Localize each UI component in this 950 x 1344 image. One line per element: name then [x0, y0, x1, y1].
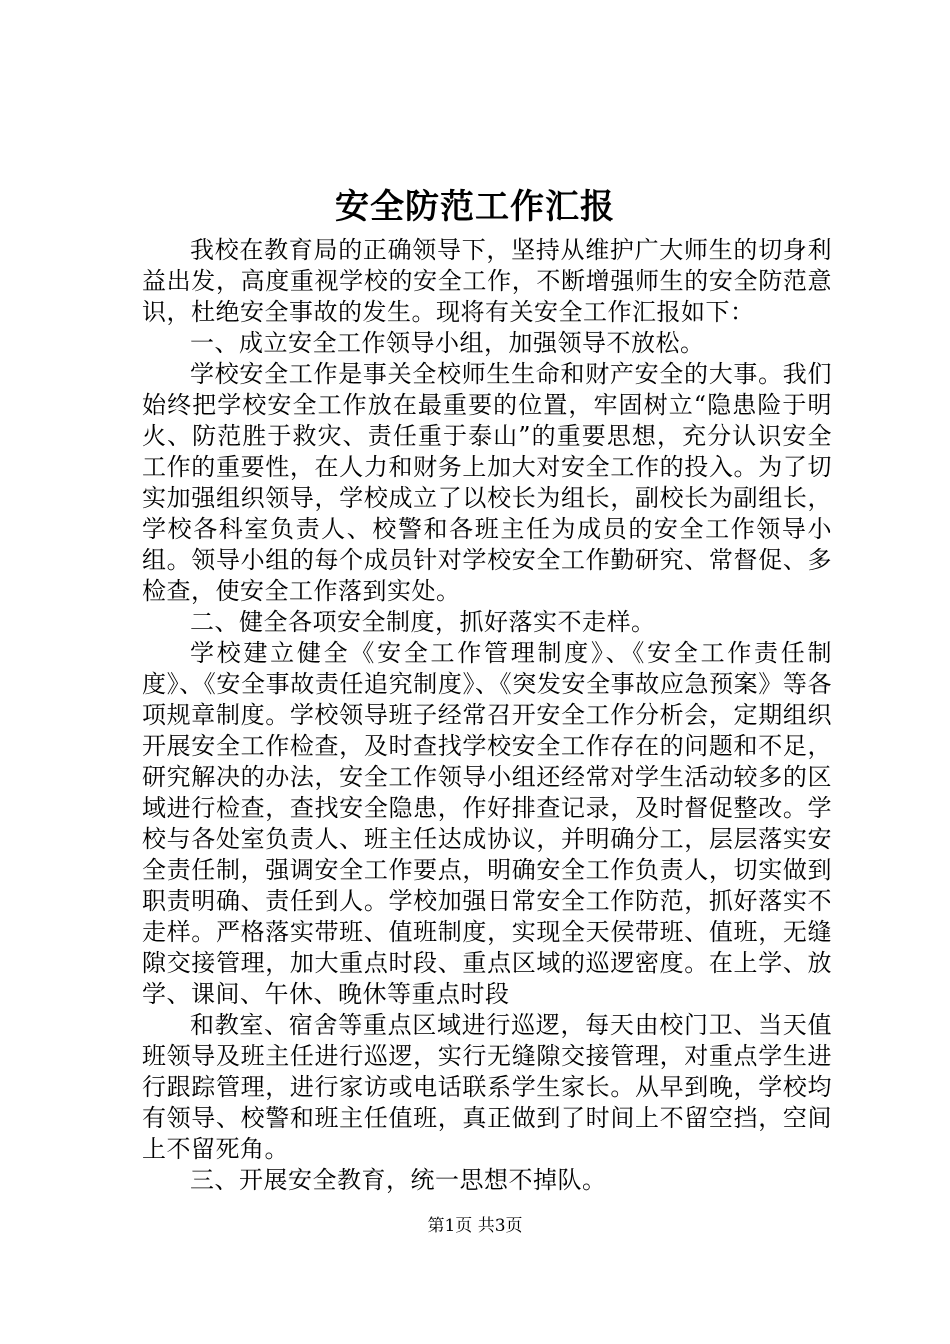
paragraph-section-1: 学校安全工作是事关全校师生生命和财产安全的大事。我们始终把学校安全工作放在最重要的位置，牢固树立“隐患险于明火、防范胜于救灾、责任重于泰山”的重要思想，充分认识安全工作的重要性，在人力和财务上加大对安全工作的投入。为了切实加强组织领导，学校成立了以校长为组长，副校长为副组长，学校各科室负责人、校警和各班主任为成员的安全工作领导小组。领导小组的每个成员针对学校安全工作勤研究、常督促、多检查，使安全工作落到实处。: [142, 360, 832, 605]
document-body: [142, 235, 832, 1196]
paragraph-section-2-continued: 和教室、宿舍等重点区域进行巡逻，每天由校门卫、当天值班领导及班主任进行巡逻，实行无缝隙交接管理，对重点学生进行跟踪管理，进行家访或电话联系学生家长。从早到晚，学校均有领导、校警和班主任值班，真正做到了时间上不留空挡，空间上不留死角。: [142, 1011, 832, 1163]
section-heading-1: 一、成立安全工作领导小组，加强领导不放松。: [190, 329, 705, 357]
section-heading-3: 三、开展安全教育，统一思想不掉队。: [190, 1166, 607, 1194]
page-footer: 第1页 共3页: [427, 1216, 523, 1236]
document-title: 安全防范工作汇报: [335, 187, 615, 227]
paragraph-section-2: 学校建立健全《安全工作管理制度》、《安全工作责任制度》、《安全事故责任追究制度》、《突发安全事故应急预案》等各项规章制度。学校领导班子经常召开安全工作分析会，定期组织开展安全工作检查，及时查找学校安全工作存在的问题和不足，研究解决的办法，安全工作领导小组还经常对学生活动较多的区域进行检查，查找安全隐患，作好排查记录，及时督促整改。学校与各处室负责人、班主任达成协议，并明确分工，层层落实安全责任制，强调安全工作要点，明确安全工作负责人，切实做到职责明确、责任到人。学校加强日常安全工作防范，抓好落实不走样。严格落实带班、值班制度，实现全天侯带班、值班，无缝隙交接管理，加大重点时段、重点区域的巡逻密度。在上学、放学、课间、午休、晚休等重点时段: [142, 639, 832, 1008]
section-heading-2: 二、健全各项安全制度，抓好落实不走样。: [190, 608, 656, 636]
paragraph-intro: 我校在教育局的正确领导下，坚持从维护广大师生的切身利益出发，高度重视学校的安全工作，不断增强师生的安全防范意识，杜绝安全事故的发生。现将有关安全工作汇报如下：: [142, 236, 832, 326]
